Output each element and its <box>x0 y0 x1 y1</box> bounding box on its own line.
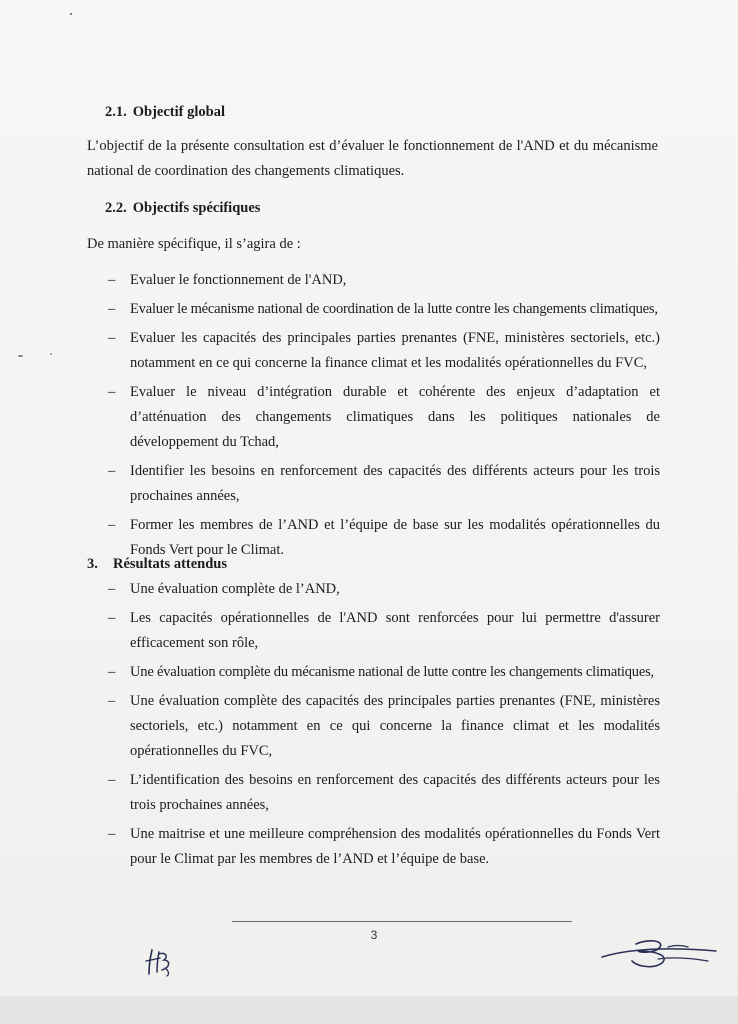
list-dash: – <box>108 330 116 346</box>
list-item: – Une évaluation complète du mécanisme national de lutte contre les changements climatiques, <box>108 660 660 685</box>
section-number: 3. <box>87 556 98 572</box>
list-dash: – <box>108 272 116 288</box>
handwritten-initials <box>143 944 177 978</box>
objectives-list <box>108 268 660 563</box>
list-item: – Les capacités opérationnelles de l'AND sont renforcées pour lui permettre d'assurer efficacement son rôle, <box>108 606 660 656</box>
list-dash: – <box>108 517 116 533</box>
section-title: Objectif global <box>132 104 225 120</box>
section-title: Objectifs spécifiques <box>132 200 261 216</box>
list-item: – Evaluer le niveau d’intégration durable et cohérente des enjeux d’adaptation et d’atténuation des changements climatiques dans les politiques nationales de développement du Tchad, <box>108 380 660 455</box>
list-item: – Identifier les besoins en renforcement des capacités des différents acteurs pour les trois prochaines années, <box>108 459 660 509</box>
list-item: – Evaluer le mécanisme national de coordination de la lutte contre les changements climatiques, <box>108 297 660 322</box>
section-number: 2.1. <box>105 104 127 120</box>
section-title: Résultats attendus <box>113 556 227 572</box>
list-dash: – <box>108 693 116 709</box>
scan-speck <box>50 353 52 355</box>
expected-results-list <box>108 577 660 872</box>
list-dash: – <box>108 610 116 626</box>
scan-speck <box>70 13 72 15</box>
section-2-2-heading <box>105 200 260 217</box>
list-item: – Une évaluation complète de l’AND, <box>108 577 660 602</box>
page-number: 3 <box>370 928 378 942</box>
section-3-heading <box>87 556 227 573</box>
footer-rule <box>232 921 572 922</box>
list-dash: – <box>108 463 116 479</box>
section-2-1-heading <box>105 104 225 121</box>
scan-speck <box>18 355 23 357</box>
list-item: – Une maitrise et une meilleure compréhension des modalités opérationnelles du Fonds Vert pour le Climat par les membres de l’AND et l’équipe de base. <box>108 822 660 872</box>
list-item: – Evaluer le fonctionnement de l'AND, <box>108 268 660 293</box>
list-dash: – <box>108 581 116 597</box>
list-item: – L’identification des besoins en renforcement des capacités des différents acteurs pour les trois prochaines années, <box>108 768 660 818</box>
list-item: – Evaluer les capacités des principales parties prenantes (FNE, ministères sectoriels, etc.) notamment en ce qui concerne la finance climat et les modalités opérationnelles du FVC, <box>108 326 660 376</box>
handwritten-signature <box>598 935 722 977</box>
list-dash: – <box>108 384 116 400</box>
list-dash: – <box>108 826 116 842</box>
list-item: – Une évaluation complète des capacités des principales parties prenantes (FNE, ministères sectoriels, etc.) notamment en ce qui concerne la finance climat et les modalités opérationnelles du FVC, <box>108 689 660 764</box>
section-2-1-paragraph: L’objectif de la présente consultation est d’évaluer le fonctionnement de l'AND et du mécanisme national de coordination des changements climatiques. <box>87 138 658 179</box>
list-dash: – <box>108 301 116 317</box>
list-dash: – <box>108 664 116 680</box>
scan-bottom-band <box>0 996 738 1024</box>
list-dash: – <box>108 772 116 788</box>
section-number: 2.2. <box>105 200 127 216</box>
list-item: – Former les membres de l’AND et l’équipe de base sur les modalités opérationnelles du Fonds Vert pour le Climat. <box>108 513 660 563</box>
section-2-2-intro: De manière spécifique, il s’agira de : <box>87 236 301 252</box>
